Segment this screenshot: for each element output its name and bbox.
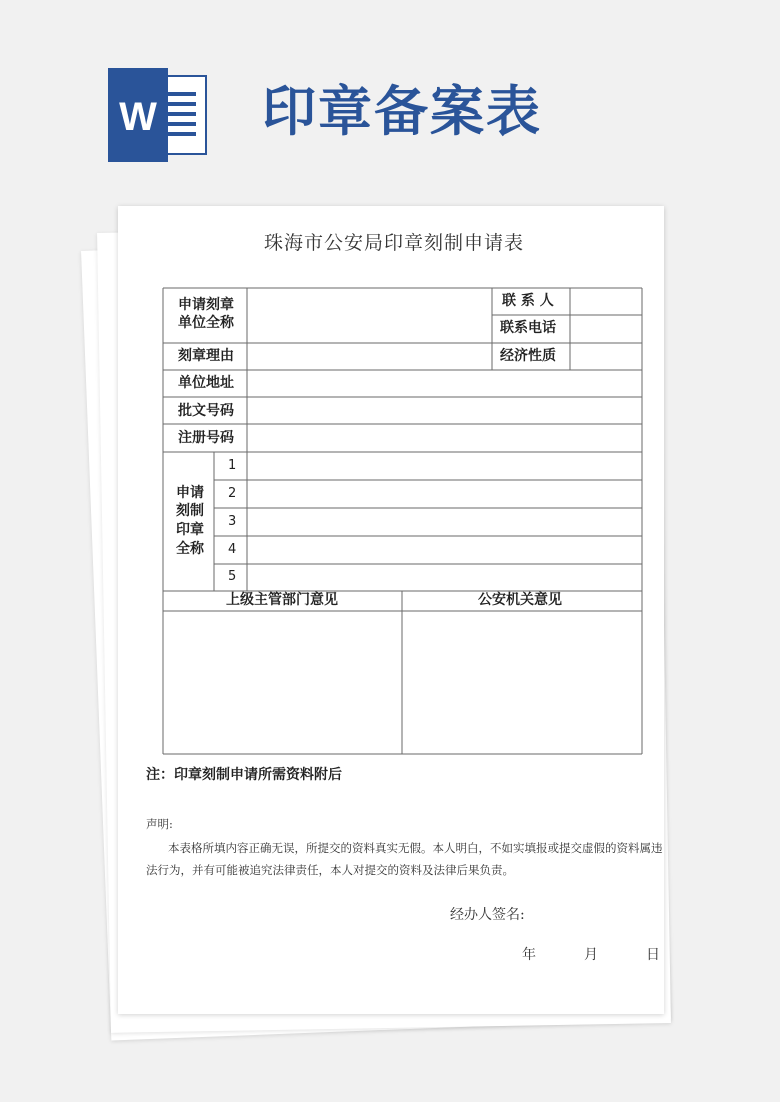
logo-letter: W — [119, 95, 157, 139]
label-seal-name-4: 全称 — [176, 541, 204, 557]
seal-row-number: 5 — [228, 569, 237, 584]
statement-line-1: 本表格所填内容正确无误，所提交的资料真实无假。本人明白，不如实填报或提交虚假的资料属违 — [168, 841, 663, 855]
page-title: 印章备案表 — [262, 79, 542, 143]
attachment-note: 注：印章刻制申请所需资料附后 — [146, 767, 342, 783]
seal-row-number: 4 — [228, 542, 237, 557]
label-contact-phone: 联系电话 — [500, 320, 556, 336]
label-supervisor-opinion: 上级主管部门意见 — [226, 592, 338, 608]
label-seal-name-1: 申请 — [176, 485, 204, 501]
form-title: 珠海市公安局印章刻制申请表 — [264, 232, 525, 254]
seal-row-number: 3 — [228, 514, 237, 529]
signature-label: 经办人签名: — [450, 907, 525, 923]
label-unit-name-line2: 单位全称 — [178, 315, 234, 331]
seal-row-number: 1 — [228, 458, 237, 473]
label-reason: 刻章理由 — [178, 348, 234, 364]
label-contact-person: 联 系 人 — [502, 293, 554, 309]
label-economic-type: 经济性质 — [500, 348, 556, 364]
statement-heading: 声明: — [146, 817, 173, 831]
seal-row-number: 2 — [228, 486, 237, 501]
label-unit-name-line1: 申请刻章 — [178, 297, 234, 313]
label-approval-no: 批文号码 — [178, 403, 234, 419]
label-address: 单位地址 — [178, 375, 234, 391]
label-seal-name-2: 刻制 — [176, 503, 204, 519]
date-day: 日 — [646, 947, 660, 963]
label-registration-no: 注册号码 — [178, 430, 234, 446]
label-seal-name-3: 印章 — [176, 522, 204, 538]
date-year: 年 — [522, 947, 536, 963]
statement-line-2: 法行为，并有可能被追究法律责任，本人对提交的资料及法律后果负责。 — [146, 863, 514, 877]
date-month: 月 — [584, 947, 598, 963]
label-police-opinion: 公安机关意见 — [478, 592, 562, 608]
